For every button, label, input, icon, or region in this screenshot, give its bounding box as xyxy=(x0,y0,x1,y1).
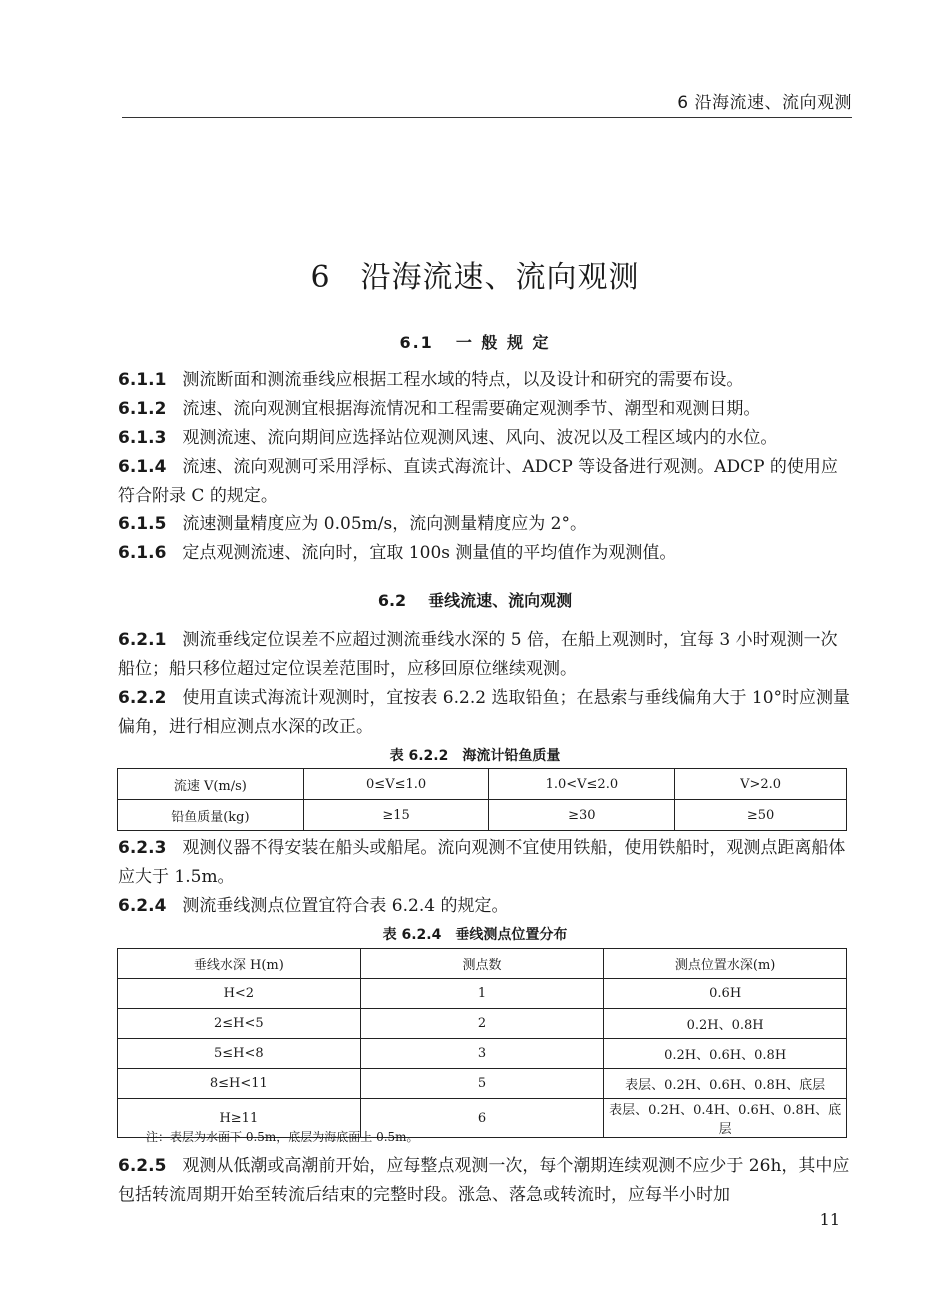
table-row xyxy=(118,1009,847,1039)
section-number: 6.2 xyxy=(377,591,407,610)
clause-text: 测流垂线定位误差不应超过测流垂线水深的 5 倍，在船上观测时，宜每 3 小时观测一次船位；船只移位超过定位误差范围时，应移回原位继续观测。 xyxy=(118,630,838,679)
table-number: 表 6.2.2 xyxy=(389,748,449,764)
clause-text: 使用直读式海流计观测时，宜按表 6.2.2 选取铅鱼；在悬索与垂线偏角大于 10°时应测量偏角，进行相应测点水深的改正。 xyxy=(118,688,851,737)
table-cell: ≥50 xyxy=(675,800,847,831)
clause-number: 6.1.4 xyxy=(118,457,167,477)
clause-6-1-5 xyxy=(118,510,852,539)
section-title-6-2 xyxy=(0,588,950,611)
table-cell: 3 xyxy=(360,1039,604,1069)
clause-6-2-1 xyxy=(118,626,852,684)
table-cell: H<2 xyxy=(118,979,361,1009)
table-cell: 流速 V(m/s) xyxy=(118,769,304,800)
table-header-cell: 测点数 xyxy=(360,949,604,979)
table-number: 表 6.2.4 xyxy=(382,927,442,943)
table-caption-6-2-4 xyxy=(0,924,950,944)
clause-text: 观测从低潮或高潮前开始，应每整点观测一次，每个潮期连续观测不应少于 26h，其中应包括转流周期开始至转流后结束的完整时段。涨急、落急或转流时，应每半小时加 xyxy=(118,1156,850,1205)
clause-6-2-4 xyxy=(118,892,852,921)
section-title-text: 一 般 规 定 xyxy=(455,333,551,352)
clause-number: 6.2.5 xyxy=(118,1156,167,1176)
table-row xyxy=(118,1039,847,1069)
table-row xyxy=(118,1069,847,1099)
table-cell: 0.2H、0.8H xyxy=(604,1009,847,1039)
table-cell: 铅鱼质量(kg) xyxy=(118,800,304,831)
table-row xyxy=(118,979,847,1009)
chapter-title xyxy=(0,252,950,296)
table-cell: 表层、0.2H、0.4H、0.6H、0.8H、底层 xyxy=(604,1099,847,1138)
table-title: 垂线测点位置分布 xyxy=(455,927,568,943)
table-cell: 0.2H、0.6H、0.8H xyxy=(604,1039,847,1069)
clause-6-1-2 xyxy=(118,395,852,424)
chapter-title-text: 沿海流速、流向观测 xyxy=(360,260,640,295)
table-cell: 0≤V≤1.0 xyxy=(303,769,489,800)
table-caption-6-2-2 xyxy=(0,745,950,765)
clause-6-2-2 xyxy=(118,684,852,742)
table-cell: 8≤H<11 xyxy=(118,1069,361,1099)
table-cell: 1 xyxy=(360,979,604,1009)
clause-number: 6.2.1 xyxy=(118,630,167,650)
table-cell: 表层、0.2H、0.6H、0.8H、底层 xyxy=(604,1069,847,1099)
clause-number: 6.1.5 xyxy=(118,514,167,534)
clause-text: 测流断面和测流垂线应根据工程水域的特点，以及设计和研究的需要布设。 xyxy=(182,370,744,390)
table-cell: H≥11 xyxy=(118,1099,361,1138)
clause-text: 观测仪器不得安装在船头或船尾。流向观测不宜使用铁船，使用铁船时，观测点距离船体应大于 1.5m。 xyxy=(118,838,846,887)
clause-text: 流速、流向观测可采用浮标、直读式海流计、ADCP 等设备进行观测。ADCP 的使用应符合附录 C 的规定。 xyxy=(118,457,838,506)
table-6-2-4 xyxy=(117,948,847,1138)
clause-text: 流速、流向观测宜根据海流情况和工程需要确定观测季节、潮型和观测日期。 xyxy=(182,399,761,419)
clause-number: 6.1.1 xyxy=(118,370,167,390)
table-cell: V>2.0 xyxy=(675,769,847,800)
clause-6-1-4 xyxy=(118,453,852,511)
table-header-row xyxy=(118,949,847,979)
header-rule xyxy=(122,117,852,118)
clause-text: 观测流速、流向期间应选择站位观测风速、风向、波况以及工程区域内的水位。 xyxy=(182,428,778,448)
clause-number: 6.1.2 xyxy=(118,399,167,419)
clause-6-1-1 xyxy=(118,366,852,395)
table-row xyxy=(118,800,847,831)
table-cell: 6 xyxy=(360,1099,604,1138)
clause-text: 测流垂线测点位置宜符合表 6.2.4 的规定。 xyxy=(182,896,509,916)
section-title-text: 垂线流速、流向观测 xyxy=(428,591,573,610)
clause-text: 流速测量精度应为 0.05m/s，流向测量精度应为 2°。 xyxy=(182,514,587,534)
table-cell: 2 xyxy=(360,1009,604,1039)
clause-6-1-6 xyxy=(118,539,852,568)
clause-number: 6.2.2 xyxy=(118,688,167,708)
table-cell: 5≤H<8 xyxy=(118,1039,361,1069)
clause-text: 定点观测流速、流向时，宜取 100s 测量值的平均值作为观测值。 xyxy=(182,543,677,563)
running-header: 6 沿海流速、流向观测 xyxy=(677,93,852,113)
clause-number: 6.1.3 xyxy=(118,428,167,448)
clause-6-2-5 xyxy=(118,1152,852,1210)
clause-number: 6.2.3 xyxy=(118,838,167,858)
section-number: 6.1 xyxy=(399,333,434,352)
table-note: 注：表层为水面下 0.5m，底层为海底面上 0.5m。 xyxy=(146,1130,419,1144)
clause-6-1-3 xyxy=(118,424,852,453)
page-number: 11 xyxy=(819,1210,840,1229)
table-cell: 1.0<V≤2.0 xyxy=(489,769,675,800)
table-cell: ≥30 xyxy=(489,800,675,831)
section-title-6-1 xyxy=(0,330,950,353)
clause-number: 6.2.4 xyxy=(118,896,167,916)
table-row xyxy=(118,769,847,800)
table-cell: 2≤H<5 xyxy=(118,1009,361,1039)
table-6-2-2 xyxy=(117,768,847,831)
chapter-number: 6 xyxy=(310,260,331,295)
table-header-cell: 垂线水深 H(m) xyxy=(118,949,361,979)
table-cell: ≥15 xyxy=(303,800,489,831)
table-cell: 0.6H xyxy=(604,979,847,1009)
clause-number: 6.1.6 xyxy=(118,543,167,563)
table-title: 海流计铅鱼质量 xyxy=(462,748,561,764)
clause-6-2-3 xyxy=(118,834,852,892)
table-header-cell: 测点位置水深(m) xyxy=(604,949,847,979)
table-cell: 5 xyxy=(360,1069,604,1099)
